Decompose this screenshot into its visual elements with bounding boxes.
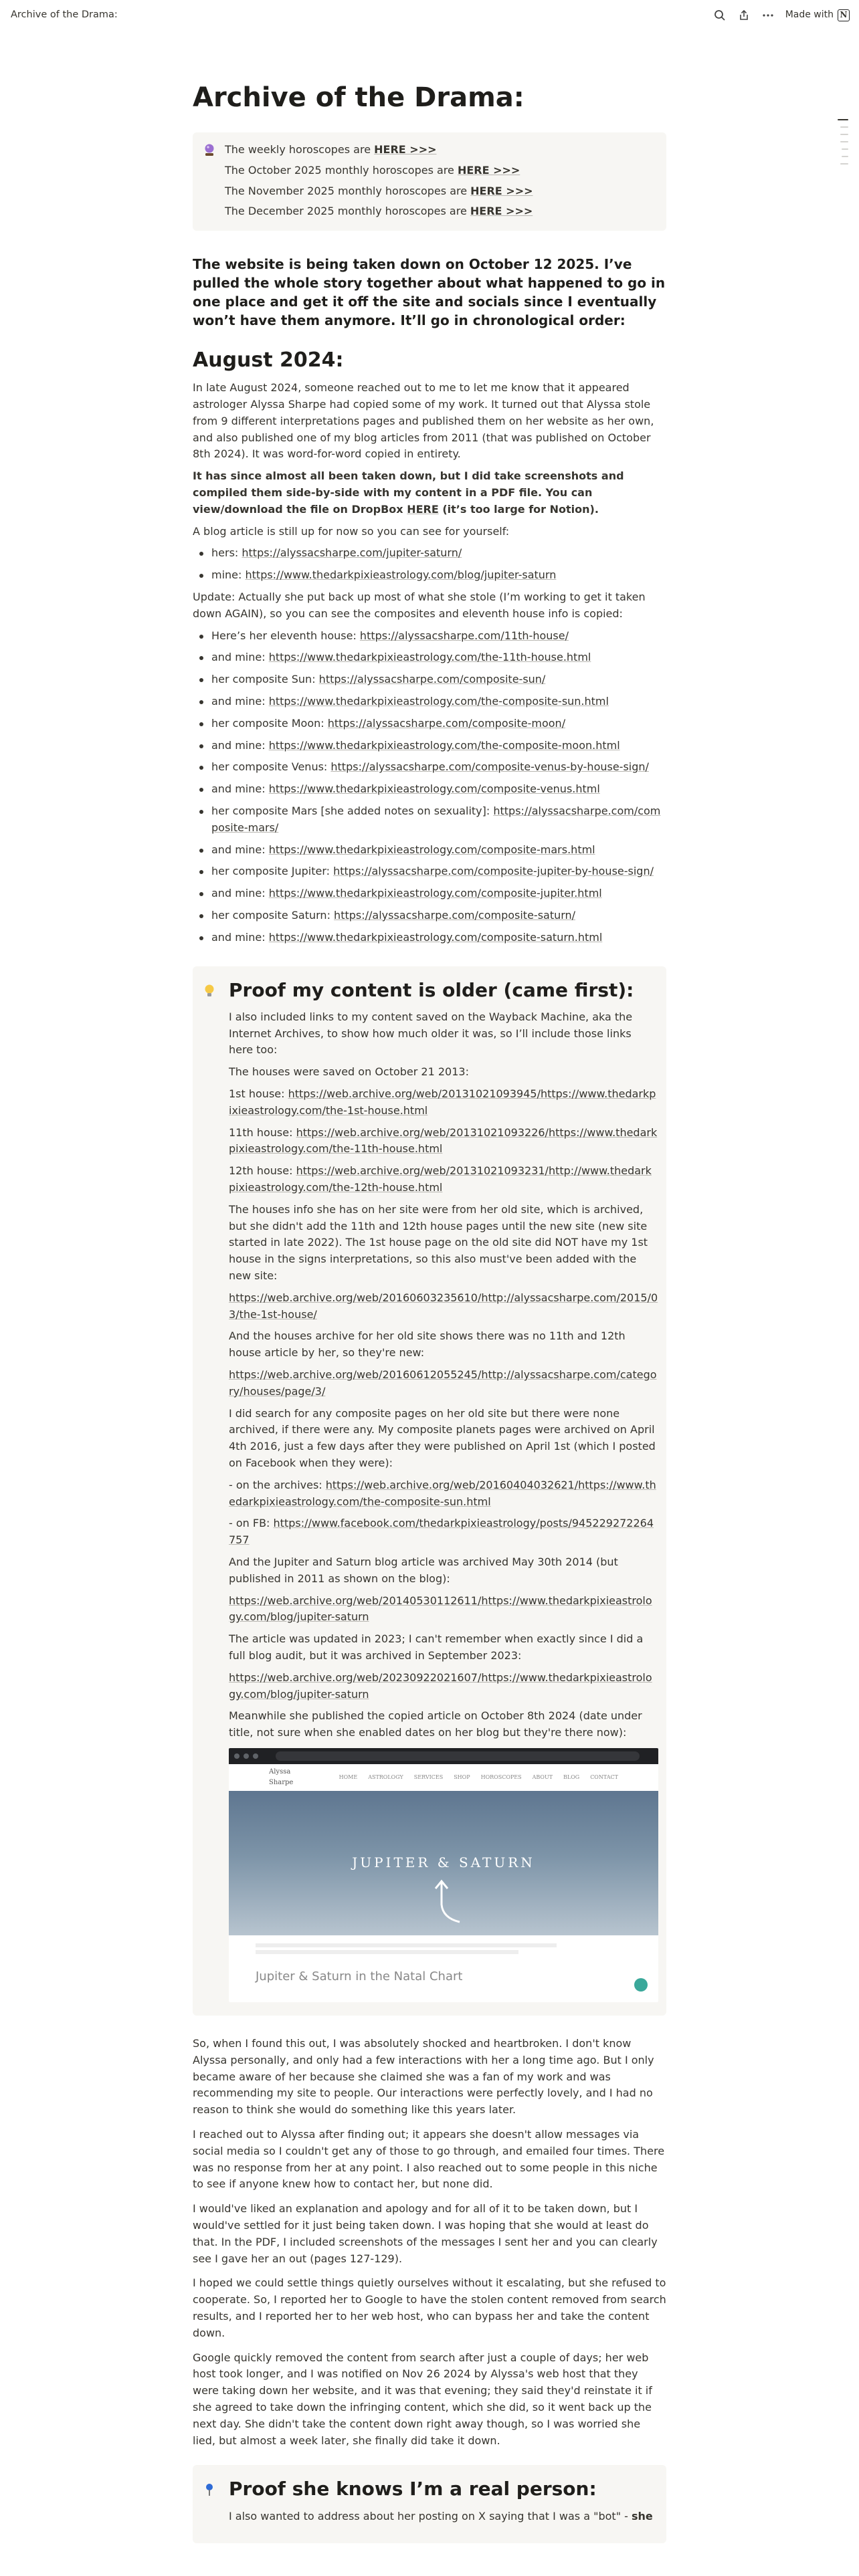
archive-label: 11th house: <box>229 1125 296 1139</box>
list-item-label: mine: <box>211 568 246 582</box>
archive-link[interactable]: https://web.archive.org/web/20131021093945/https://www.thedarkpixieastrology.com/the-1st-house.html <box>229 1087 656 1117</box>
list-item-label: and mine: <box>211 694 269 708</box>
comparison-link[interactable]: https://www.thedarkpixieastrology.com/composite-mars.html <box>268 843 595 856</box>
horoscope-line-december <box>225 203 656 220</box>
screenshot-nav-item: SERVICES <box>413 1774 444 1780</box>
updated-paragraph: The article was updated in 2023; I can't remember when exactly since I did a full blog audit, but it was archived in September 2023: <box>229 1632 644 1662</box>
screenshot-subheading: Jupiter & Saturn in the Natal Chart <box>256 1969 463 1983</box>
update-paragraph: Update: Actually she put back up most of what she stole (I’m working to get it taken down AGAIN), so you can see the composites and eleventh house info is copied: <box>193 590 646 620</box>
screenshot-hero-title: JUPITER & SATURN <box>352 1854 535 1871</box>
screenshot-nav <box>229 1764 658 1791</box>
list-item-label: her composite Sun: <box>211 673 319 686</box>
horoscope-line-weekly <box>225 142 656 158</box>
horoscope-line-text: The December 2025 monthly horoscopes are <box>225 205 470 218</box>
pdf-tail: (it’s too large for Notion). <box>438 502 599 516</box>
list-item-label: her composite Saturn: <box>211 908 335 922</box>
composite-search-paragraph: I did search for any composite pages on her old site but there were none archived, if there were any. My composite planets pages were archived on April 4th 2016, just a few days after they were published on April 1st (which I posted on Facebook when they were): <box>229 1406 656 1470</box>
horoscope-line-november <box>225 183 656 200</box>
list-item-label: her composite Moon: <box>211 716 328 730</box>
list-item-label: her composite Jupiter: <box>211 865 334 878</box>
archive-11th-house <box>229 1125 658 1158</box>
october-horoscopes-link[interactable]: HERE >>> <box>457 163 520 177</box>
arrow-annotation-icon <box>430 1878 463 1925</box>
page-title: Archive of the Drama: <box>193 82 524 113</box>
share-icon[interactable] <box>737 9 751 22</box>
list-item-label: Here’s her eleventh house: <box>211 629 360 642</box>
comparison-link[interactable]: https://www.thedarkpixieastrology.com/composite-saturn.html <box>268 930 603 944</box>
search-icon[interactable] <box>713 9 727 22</box>
archive-link[interactable]: https://web.archive.org/web/20140530112611/https://www.thedarkpixieastrology.com/blog/jupiter-saturn <box>229 1594 652 1624</box>
bot-text: I also wanted to address about her posting on X saying that I was a "bot" - <box>229 2509 632 2523</box>
list-item <box>193 885 666 902</box>
houses-archive <box>229 1367 658 1400</box>
comparison-link[interactable]: https://www.thedarkpixieastrology.com/the-composite-moon.html <box>268 738 620 752</box>
archive-12th-house <box>229 1163 658 1196</box>
pdf-paragraph <box>193 468 666 518</box>
browser-bar <box>229 1748 658 1764</box>
horoscope-line-text: The weekly horoscopes are <box>225 143 375 156</box>
toc-mark[interactable] <box>842 156 848 157</box>
november-horoscopes-link[interactable]: HERE >>> <box>470 184 533 197</box>
screenshot-body <box>229 1935 658 2002</box>
list-item <box>193 693 666 710</box>
aftermath-paragraph: I reached out to Alyssa after finding out; it appears she doesn't allow messages via social media so I couldn't get any of those to go through, and emailed four times. There was no response from her at any point. I also reached out to some people in this niche to see if anyone knew how to contact her, but none did. <box>193 2127 665 2191</box>
screenshot-nav-item: ABOUT <box>532 1774 553 1780</box>
archive-link[interactable]: https://web.archive.org/web/20160404032621/https://www.thedarkpixieastrology.com/the-composite-sun.html <box>229 1478 656 1508</box>
screenshot-nav-item: CONTACT <box>590 1774 618 1780</box>
knows-callout <box>193 2465 666 2543</box>
horoscope-line-text: The October 2025 monthly horoscopes are <box>225 163 458 177</box>
comparison-link[interactable]: https://alyssacsharpe.com/jupiter-saturn/ <box>242 546 462 560</box>
list-item-label: and mine: <box>211 738 269 752</box>
list-item-label: and mine: <box>211 887 269 900</box>
archive-link[interactable]: https://web.archive.org/web/20160603235610/http://alyssacsharpe.com/2015/03/the-1st-house/ <box>229 1291 658 1321</box>
copied-article-screenshot[interactable] <box>229 1748 658 2002</box>
screenshot-nav-item: BLOG <box>563 1774 580 1780</box>
archive-1st-house <box>229 1086 658 1119</box>
screenshot-nav-item: HOME <box>339 1774 358 1780</box>
dropbox-link[interactable]: HERE <box>407 502 439 516</box>
chat-bubble-icon <box>634 1978 648 1992</box>
old-site-paragraph: The houses info she has on her site were from her old site, which is archived, but she didn't add the 11th and 12th house pages until the new site (new site started in late 2022). The 1st house page on the old site did NOT have my 1st house in the signs interpretations, so this also must've been added with the new site: <box>229 1202 648 1283</box>
archive-label: - on FB: <box>229 1517 274 1530</box>
archive-label: - on the archives: <box>229 1478 326 1491</box>
aftermath-section <box>193 2036 666 2449</box>
toc-mark[interactable] <box>840 141 848 142</box>
list-item <box>193 628 666 645</box>
crystal-ball-icon <box>203 142 218 220</box>
updated-archive <box>229 1670 658 1703</box>
list-item-label: her composite Mars [she added notes on sexuality]: <box>211 804 494 817</box>
archive-link[interactable]: https://web.archive.org/web/20230922021607/https://www.thedarkpixieastrology.com/blog/jupiter-saturn <box>229 1671 652 1701</box>
list-item <box>193 545 666 562</box>
bot-bold: she <box>632 2509 653 2523</box>
december-horoscopes-link[interactable]: HERE >>> <box>470 205 533 218</box>
jupiter-saturn-paragraph: And the Jupiter and Saturn blog article was archived May 30th 2014 (but published in 2011 as shown on the blog): <box>229 1555 618 1585</box>
screenshot-nav-item: HOROSCOPES <box>480 1774 522 1780</box>
comparison-link[interactable]: https://www.thedarkpixieastrology.com/the-composite-sun.html <box>268 694 609 708</box>
takedown-notice: The website is being taken down on October 12 2025. I’ve pulled the whole story together about what happened to go in one place and get it off the site and socials since I eventually won’t have them anymore. It’ll go in chronological order: <box>193 256 666 329</box>
comparison-link[interactable]: https://alyssacsharpe.com/composite-mars/ <box>211 804 661 834</box>
comparison-link[interactable]: https://www.thedarkpixieastrology.com/blog/jupiter-saturn <box>245 568 557 582</box>
august-paragraph: In late August 2024, someone reached out to me to let me know that it appeared astrologer Alyssa Sharpe had copied some of my work. It turned out that Alyssa stole from 9 different interpretations pages and published them on her website as her own, and also published one of my blog articles from 2011 (that was published on October 8th 2024). It was word-for-word copied in entirety. <box>193 381 654 461</box>
comparison-link[interactable]: https://www.thedarkpixieastrology.com/composite-jupiter.html <box>268 887 602 900</box>
screenshot-site-name: Alyssa Sharpe <box>269 1768 294 1786</box>
toc-mark[interactable] <box>840 134 848 135</box>
table-of-contents-rail[interactable] <box>838 119 848 165</box>
toc-mark-active[interactable] <box>838 119 848 120</box>
archive-label: 12th house: <box>229 1164 296 1178</box>
pushpin-icon <box>203 2477 221 2530</box>
comparison-link[interactable]: https://alyssacsharpe.com/composite-jupiter-by-house-sign/ <box>333 865 654 878</box>
aftermath-paragraph: So, when I found this out, I was absolutely shocked and heartbroken. I don't know Alyssa personally, and only had a few interactions with her a long time ago. But I only became aware of her because she claimed she was a fan of my work and was recommending my site to people. Our interactions were perfectly lovely, and I had no reason to think she would do something like this years later. <box>193 2036 654 2117</box>
comparison-link[interactable]: https://alyssacsharpe.com/composite-saturn/ <box>334 908 576 922</box>
list-item <box>193 759 666 776</box>
made-with-notion-button[interactable] <box>785 8 850 23</box>
archive-link[interactable]: https://web.archive.org/web/20160612055245/http://alyssacsharpe.com/category/houses/page/3/ <box>229 1368 657 1398</box>
more-icon[interactable] <box>761 9 775 22</box>
list-item <box>193 567 666 584</box>
breadcrumb[interactable]: Archive of the Drama: <box>11 9 118 21</box>
composites-comparison-list <box>193 628 666 946</box>
list-item <box>193 738 666 754</box>
copied-article-paragraph: Meanwhile she published the copied article on October 8th 2024 (date under title, not sure when she enabled dates on her blog but they're there now): <box>229 1709 642 1739</box>
screenshot-nav-item: ASTROLOGY <box>368 1774 403 1780</box>
list-item <box>193 930 666 946</box>
aftermath-paragraph: Google quickly removed the content from search after just a couple of days; her web host took longer, and I was notified on Nov 26 2024 by Alyssa's web host that they were taking down her website, and it was that evening; they said they'd reinstate it if she agreed to take down the infringing content, which she did, so it went back up the next day. She didn't take the content down right away though, so I was worried she lied, but almost a week later, she finally did take it down. <box>193 2351 652 2447</box>
notion-logo-icon: N <box>838 9 850 21</box>
horoscope-line-text: The November 2025 monthly horoscopes are <box>225 184 471 197</box>
horoscope-line-october <box>225 163 656 179</box>
knows-heading: Proof she knows I’m a real person: <box>229 2478 597 2500</box>
comparison-link[interactable]: https://alyssacsharpe.com/composite-moon/ <box>327 716 566 730</box>
facebook-post <box>229 1515 658 1549</box>
list-item-label: and mine: <box>211 782 269 796</box>
archive-link[interactable]: https://web.archive.org/web/20131021093226/https://www.thedarkpixieastrology.com/the-11th-house.html <box>229 1125 658 1156</box>
list-item-label: hers: <box>211 546 242 560</box>
list-item <box>193 907 666 924</box>
page-content <box>193 82 666 2543</box>
composite-archive <box>229 1477 658 1511</box>
archive-label: 1st house: <box>229 1087 288 1101</box>
toc-mark[interactable] <box>842 148 848 150</box>
pdf-text: It has since almost all been taken down, but I did take screenshots and compiled them side-by-side with my content in a PDF file. You can view/download the file on DropBox <box>193 469 624 516</box>
list-item-label: her composite Venus: <box>211 760 331 774</box>
archive-link[interactable]: https://web.archive.org/web/20131021093231/http://www.thedarkpixieastrology.com/the-12th-house.html <box>229 1164 652 1194</box>
screenshot-nav-item: SHOP <box>454 1774 470 1780</box>
list-item <box>193 842 666 859</box>
comparison-link[interactable]: https://alyssacsharpe.com/11th-house/ <box>359 629 569 642</box>
houses-archive-paragraph: And the houses archive for her old site shows there was no 11th and 12th house article by her, so they're new: <box>229 1329 626 1360</box>
blog-still-up-paragraph: A blog article is still up for now so you can see for yourself: <box>193 524 510 538</box>
list-item-label: and mine: <box>211 930 269 944</box>
comparison-link[interactable]: https://www.thedarkpixieastrology.com/the-11th-house.html <box>268 651 591 664</box>
list-item <box>193 671 666 688</box>
top-actions <box>713 8 850 23</box>
wayback-paragraph: I also included links to my content saved on the Wayback Machine, aka the Internet Archives, to show how much older it was, so I’ll include those links here too: <box>229 1010 633 1057</box>
blog-comparison-list <box>193 545 666 584</box>
comparison-link[interactable]: https://alyssacsharpe.com/composite-venus-by-house-sign/ <box>330 760 649 774</box>
aftermath-paragraph: I hoped we could settle things quietly ourselves without it escalating, but she refused to cooperate. So, I reported her to Google to have the stolen content removed from search results, and I reported her to her web host, who can bypass her and take the content down. <box>193 2276 666 2339</box>
toc-mark[interactable] <box>840 126 848 128</box>
list-item-label: and mine: <box>211 843 269 856</box>
list-item <box>193 649 666 666</box>
jupiter-saturn-archive <box>229 1593 658 1626</box>
houses-saved-paragraph: The houses were saved on October 21 2013: <box>229 1065 469 1079</box>
horoscopes-callout <box>193 132 666 231</box>
weekly-horoscopes-link[interactable]: HERE >>> <box>374 143 437 156</box>
aftermath-paragraph: I would've liked an explanation and apology and for all of it to be taken down, but I would've settled for it just being taken down. I was hoping that she would at least do that. In the PDF, I included screenshots of the messages I sent her and you can clearly see I gave her an out (pages 127-129). <box>193 2202 658 2265</box>
proof-heading: Proof my content is older (came first): <box>229 978 634 1001</box>
proof-callout <box>193 966 666 2016</box>
bot-paragraph <box>229 2508 653 2525</box>
list-item <box>193 863 666 880</box>
list-item <box>193 716 666 732</box>
top-bar <box>0 0 859 30</box>
made-with-label: Made with <box>785 9 834 20</box>
august-2024-heading: August 2024: <box>193 348 344 372</box>
toc-mark[interactable] <box>840 163 848 165</box>
list-item-label: and mine: <box>211 651 269 664</box>
screenshot-hero <box>229 1791 658 1935</box>
old-site-archive <box>229 1290 658 1323</box>
facebook-link[interactable]: https://www.facebook.com/thedarkpixieastrology/posts/945229272264757 <box>229 1517 654 1547</box>
lightbulb-icon <box>203 978 221 2002</box>
comparison-link[interactable]: https://www.thedarkpixieastrology.com/composite-venus.html <box>268 782 600 796</box>
comparison-link[interactable]: https://alyssacsharpe.com/composite-sun/ <box>318 673 546 686</box>
list-item <box>193 781 666 798</box>
list-item <box>193 803 666 837</box>
